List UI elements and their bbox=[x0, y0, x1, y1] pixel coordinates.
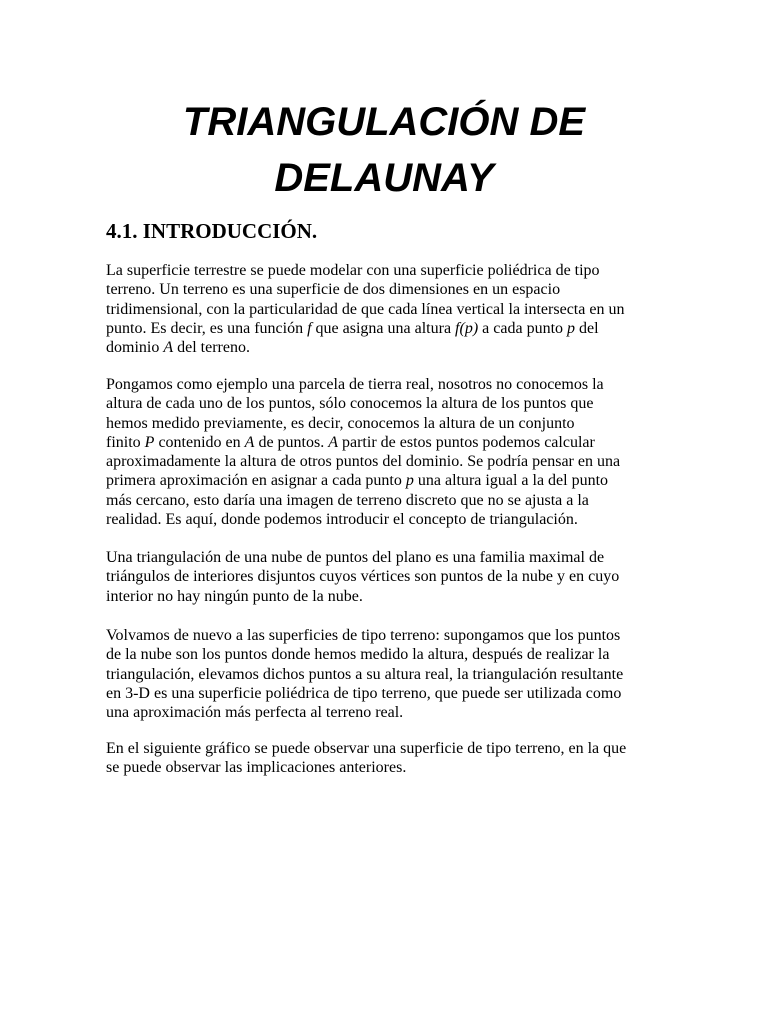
section-heading: 4.1. INTRODUCCIÓN. bbox=[106, 219, 318, 243]
paragraph-line: de la nube son los puntos donde hemos medido la altura, después de realizar la bbox=[106, 646, 610, 664]
paragraph-line: finito P contenido en A de puntos. A partir de estos puntos podemos calcular bbox=[106, 433, 595, 451]
paragraph-line: Pongamos como ejemplo una parcela de tierra real, nosotros no conocemos la bbox=[106, 376, 604, 393]
paragraph-line: triangulación, elevamos dichos puntos a su altura real, la triangulación resultante bbox=[106, 665, 624, 683]
paragraph-line: más cercano, esto daría una imagen de terreno discreto que no se ajusta a la bbox=[106, 491, 589, 509]
paragraph-line: La superficie terrestre se puede modelar con una superficie poliédrica de tipo bbox=[106, 262, 600, 279]
paragraph-line: dominio A del terreno. bbox=[106, 339, 250, 357]
paragraph-line: Una triangulación de una nube de puntos del plano es una familia maximal de bbox=[106, 549, 605, 566]
document-title bbox=[0, 94, 768, 206]
paragraph-5 bbox=[106, 739, 666, 778]
paragraph-line: punto. Es decir, es una función f que asigna una altura f(p) a cada punto p del bbox=[106, 319, 599, 337]
title-line-2: DELAUNAY bbox=[274, 156, 494, 200]
paragraph-line: terreno. Un terreno es una superficie de dos dimensiones en un espacio bbox=[106, 281, 561, 299]
paragraph-line: altura de cada uno de los puntos, sólo conocemos la altura de los puntos que bbox=[106, 395, 594, 413]
paragraph-line: Volvamos de nuevo a las superficies de tipo terreno: supongamos que los puntos bbox=[106, 627, 621, 644]
paragraph-line: tridimensional, con la particularidad de que cada línea vertical la intersecta en un bbox=[106, 300, 625, 318]
paragraph-line: aproximadamente la altura de otros puntos del dominio. Se podría pensar en una bbox=[106, 453, 621, 471]
paragraph-line: realidad. Es aquí, donde podemos introducir el concepto de triangulación. bbox=[106, 511, 578, 529]
paragraph-line: en 3-D es una superficie poliédrica de tipo terreno, que puede ser utilizada como bbox=[106, 684, 622, 702]
paragraph-line: En el siguiente gráfico se puede observar una superficie de tipo terreno, en la que bbox=[106, 740, 627, 757]
paragraph-line: interior no hay ningún punto de la nube. bbox=[106, 587, 363, 605]
paragraph-3 bbox=[106, 548, 666, 606]
paragraph-1 bbox=[106, 261, 666, 357]
paragraph-2 bbox=[106, 375, 666, 529]
paragraph-line: primera aproximación en asignar a cada punto p una altura igual a la del punto bbox=[106, 472, 609, 490]
paragraph-line: triángulos de interiores disjuntos cuyos vértices son puntos de la nube y en cuyo bbox=[106, 568, 620, 586]
paragraph-4 bbox=[106, 626, 666, 722]
paragraph-line: hemos medido previamente, es decir, conocemos la altura de un conjunto bbox=[106, 414, 575, 432]
paragraph-line: se puede observar las implicaciones anteriores. bbox=[106, 759, 407, 777]
paragraph-line: una aproximación más perfecta al terreno real. bbox=[106, 704, 404, 722]
title-line-1: TRIANGULACIÓN DE bbox=[182, 100, 586, 144]
